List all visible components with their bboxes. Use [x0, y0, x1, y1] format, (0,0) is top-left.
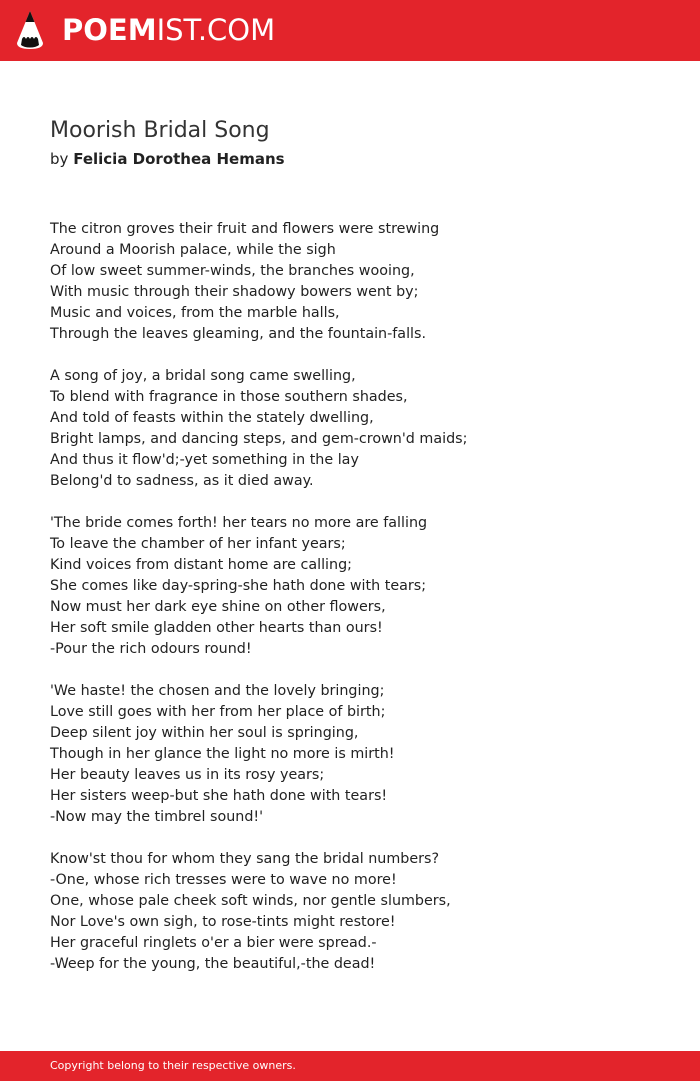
- poem-line: A song of joy, a bridal song came swelling,: [50, 368, 356, 384]
- poem-line: Her sisters weep-but she hath done with tears!: [50, 788, 388, 804]
- logo-light-text: IST.COM: [156, 13, 276, 47]
- pencil-tip-icon[interactable]: [16, 9, 44, 51]
- site-logo[interactable]: [62, 11, 275, 49]
- stanza: [50, 513, 670, 660]
- poem-body: [50, 219, 670, 996]
- poem-line: Though in her glance the light no more is mirth!: [50, 746, 395, 762]
- poem-line: She comes like day-spring-she hath done with tears;: [50, 578, 427, 594]
- poem-line: Now must her dark eye shine on other flowers,: [50, 599, 386, 615]
- poem-line: Through the leaves gleaming, and the fountain-falls.: [50, 326, 427, 342]
- poem-line: 'The bride comes forth! her tears no more are falling: [50, 515, 428, 531]
- byline: [50, 148, 285, 170]
- logo-bold-text: POEM: [62, 13, 157, 47]
- poem-line: -Pour the rich odours round!: [50, 641, 252, 657]
- poem-line: Around a Moorish palace, while the sigh: [50, 242, 336, 258]
- stanza: [50, 366, 670, 492]
- poem-title: Moorish Bridal Song: [50, 118, 270, 143]
- poem-line: Her beauty leaves us in its rosy years;: [50, 767, 325, 783]
- poem-line: Of low sweet summer-winds, the branches wooing,: [50, 263, 415, 279]
- site-header: [0, 0, 700, 61]
- poem-line: The citron groves their fruit and flowers were strewing: [50, 221, 440, 237]
- poem-line: Her soft smile gladden other hearts than ours!: [50, 620, 383, 636]
- stanza: [50, 849, 670, 975]
- poem-line: Know'st thou for whom they sang the bridal numbers?: [50, 851, 440, 867]
- stanza: [50, 681, 670, 828]
- poem-line: -Now may the timbrel sound!': [50, 809, 264, 825]
- poem-line: To leave the chamber of her infant years;: [50, 536, 346, 552]
- poem-line: Belong'd to sadness, as it died away.: [50, 473, 314, 489]
- poem-line: One, whose pale cheek soft winds, nor gentle slumbers,: [50, 893, 451, 909]
- site-footer: [0, 1051, 700, 1081]
- copyright-text: Copyright belong to their respective owners.: [50, 1059, 296, 1072]
- poem-line: And told of feasts within the stately dwelling,: [50, 410, 374, 426]
- poem-line: 'We haste! the chosen and the lovely bringing;: [50, 683, 385, 699]
- poem-line: With music through their shadowy bowers went by;: [50, 284, 419, 300]
- poem-line: Bright lamps, and dancing steps, and gem-crown'd maids;: [50, 431, 468, 447]
- poem-line: Love still goes with her from her place of birth;: [50, 704, 386, 720]
- author-name: Felicia Dorothea Hemans: [73, 150, 285, 168]
- poem-line: Deep silent joy within her soul is springing,: [50, 725, 359, 741]
- poem-line: -One, whose rich tresses were to wave no more!: [50, 872, 397, 888]
- poem-line: Nor Love's own sigh, to rose-tints might restore!: [50, 914, 396, 930]
- poem-line: To blend with fragrance in those southern shades,: [50, 389, 408, 405]
- poem-line: Her graceful ringlets o'er a bier were spread.-: [50, 935, 377, 951]
- poem-line: Kind voices from distant home are calling;: [50, 557, 352, 573]
- stanza: [50, 219, 670, 345]
- poem-line: -Weep for the young, the beautiful,-the dead!: [50, 956, 376, 972]
- by-label: by: [50, 150, 69, 168]
- poem-line: And thus it flow'd;-yet something in the lay: [50, 452, 359, 468]
- poem-line: Music and voices, from the marble halls,: [50, 305, 340, 321]
